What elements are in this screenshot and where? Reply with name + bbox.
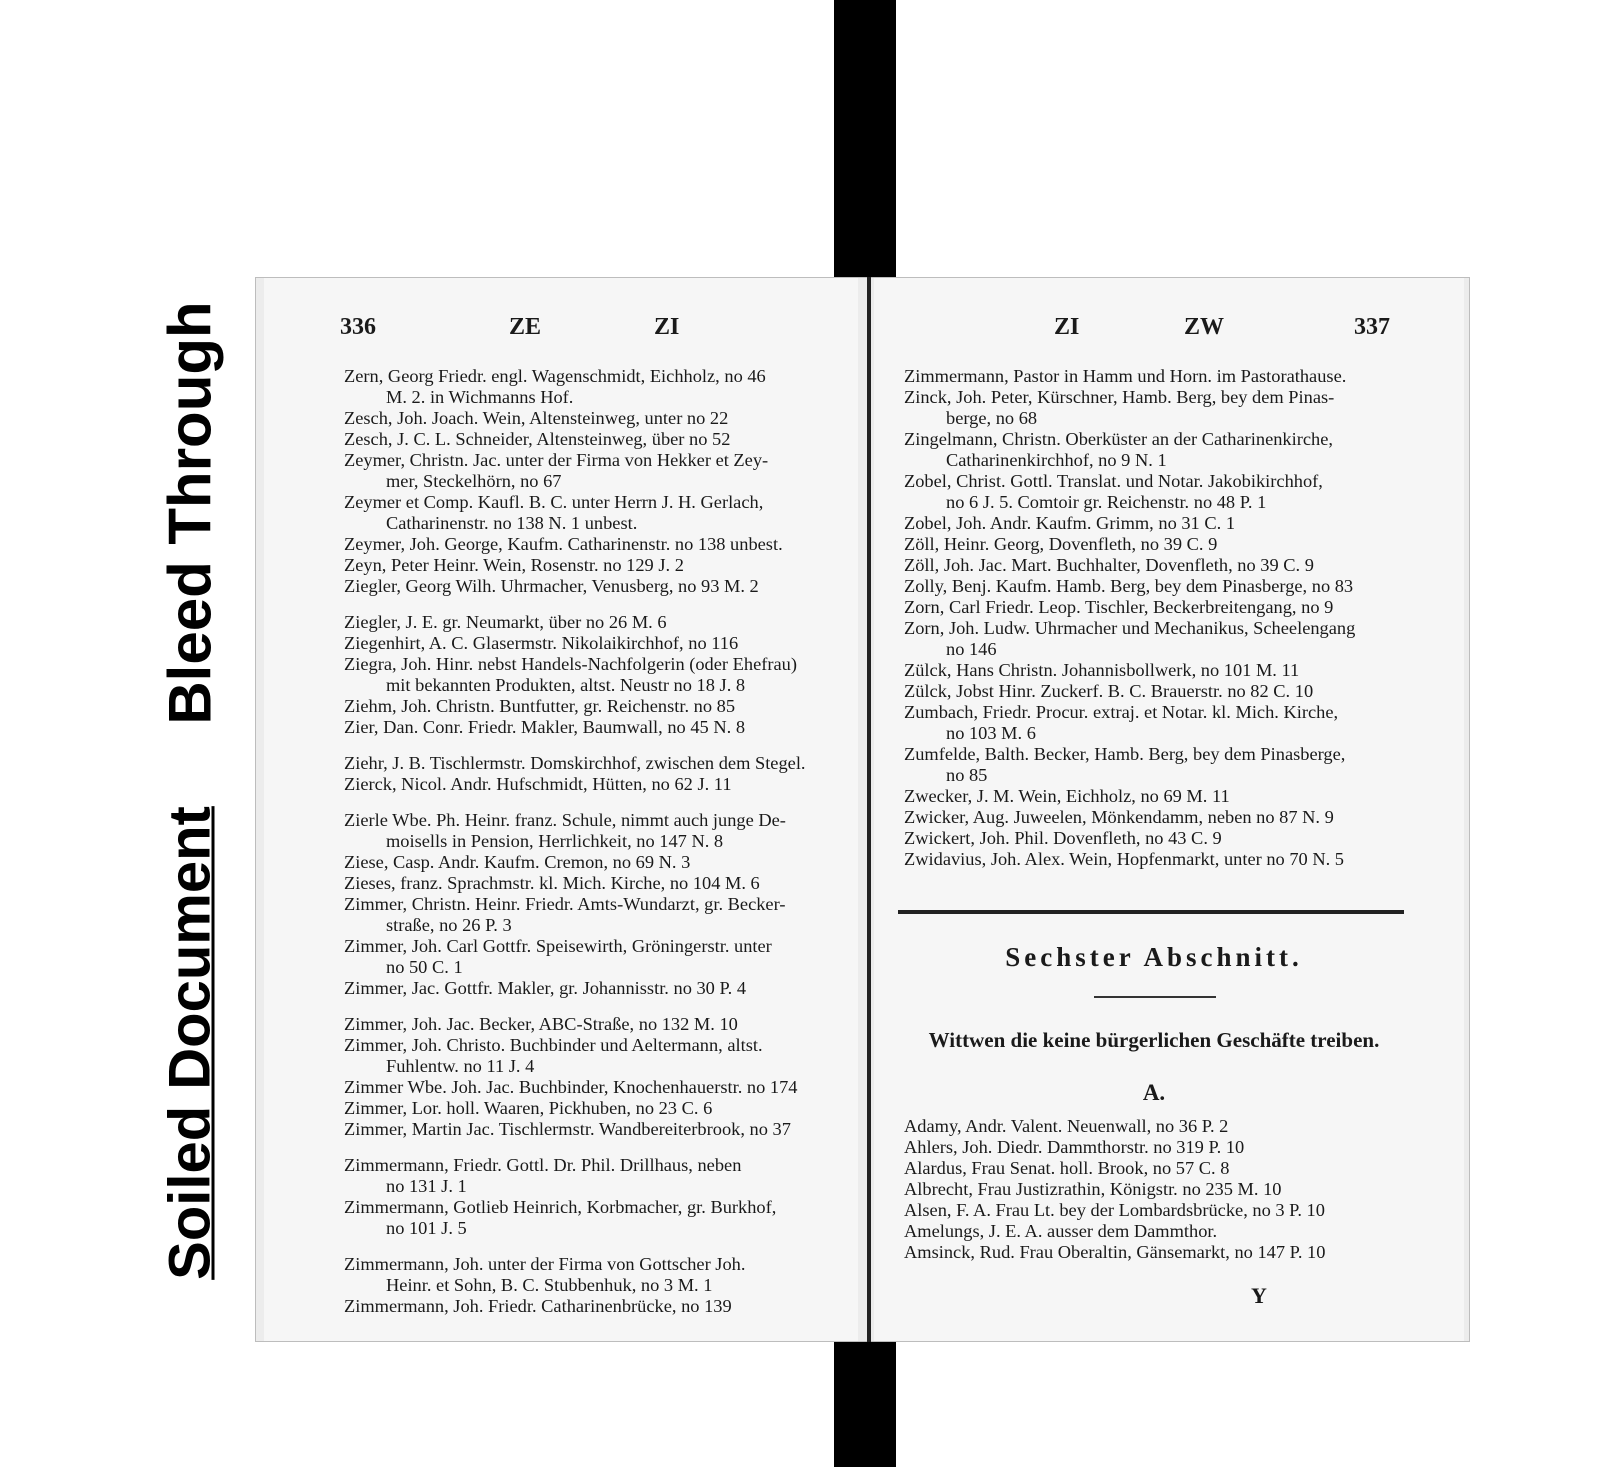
directory-entry <box>344 1035 824 1077</box>
widow-entry: Amelungs, J. E. A. ausser dem Dammthor. <box>904 1221 1218 1241</box>
entry-line: Zobel, Christ. Gottl. Translat. und Notar. Jakobikirchhof, <box>904 471 1323 491</box>
page-number: 337 <box>1354 314 1390 340</box>
header-left-key: ZI <box>1054 314 1080 340</box>
directory-entry <box>344 612 824 633</box>
entry-line: Zimmer, Joh. Christo. Buchbinder und Aeltermann, altst. <box>344 1035 763 1055</box>
directory-entry <box>344 450 824 492</box>
entry-line: Zimmermann, Pastor in Hamm und Horn. im Pastorathause. <box>904 366 1347 386</box>
header-right-key: ZW <box>1184 314 1225 340</box>
entry-line: Zeymer et Comp. Kaufl. B. C. unter Herrn J. H. Gerlach, <box>344 492 764 512</box>
left-page-header <box>264 314 858 354</box>
directory-entry <box>344 1014 824 1035</box>
entry-continuation: no 103 M. 6 <box>946 723 1036 743</box>
directory-entry <box>344 894 824 936</box>
right-page-header <box>874 314 1464 354</box>
entry-line: Zimmer, Jac. Gottfr. Makler, gr. Johannisstr. no 30 P. 4 <box>344 978 747 998</box>
entry-line: Zorn, Carl Friedr. Leop. Tischler, Beckerbreitengang, no 9 <box>904 597 1334 617</box>
entry-continuation: no 85 <box>946 765 988 785</box>
entry-line: Zierle Wbe. Ph. Heinr. franz. Schule, nimmt auch junge De- <box>344 810 786 830</box>
directory-entry <box>904 555 1414 576</box>
bleed-through-label <box>124 270 256 756</box>
entry-line: Zimmermann, Friedr. Gottl. Dr. Phil. Drillhaus, neben <box>344 1155 742 1175</box>
entry-line: Ziese, Casp. Andr. Kaufm. Cremon, no 69 N. 3 <box>344 852 691 872</box>
entry-line: Zier, Dan. Conr. Friedr. Makler, Baumwall, no 45 N. 8 <box>344 717 746 737</box>
entry-line: Ziegenhirt, A. C. Glasermstr. Nikolaikirchhof, no 116 <box>344 633 739 653</box>
entry-line: Zöll, Heinr. Georg, Dovenfleth, no 39 C. 9 <box>904 534 1218 554</box>
page-number: 336 <box>340 314 376 340</box>
entry-continuation: no 101 J. 5 <box>386 1218 467 1238</box>
entry-continuation: mer, Steckelhörn, no 67 <box>386 471 562 491</box>
directory-entry <box>344 366 824 408</box>
directory-entry <box>904 660 1414 681</box>
directory-entries-left <box>344 366 824 1317</box>
entry-continuation: M. 2. in Wichmanns Hof. <box>386 387 574 407</box>
entry-continuation: Catharinenstr. no 138 N. 1 unbest. <box>386 513 638 533</box>
directory-entries-right <box>904 366 1414 870</box>
entry-line: Zimmer, Martin Jac. Tischlermstr. Wandbereiterbrook, no 37 <box>344 1119 791 1139</box>
directory-entry <box>344 810 824 852</box>
entry-line: Zülck, Hans Christn. Johannisbollwerk, no 101 M. 11 <box>904 660 1300 680</box>
right-page <box>874 278 1464 1341</box>
entry-line: Zumbach, Friedr. Procur. extraj. et Notar. kl. Mich. Kirche, <box>904 702 1339 722</box>
entry-continuation: Catharinenkirchhof, no 9 N. 1 <box>946 450 1167 470</box>
directory-entry <box>344 696 824 717</box>
section-title: Sechster Abschnitt. <box>1005 942 1303 972</box>
entry-continuation: mit bekannten Produkten, altst. Neustr no 18 J. 8 <box>386 675 746 695</box>
entry-line: Zimmer, Lor. holl. Waaren, Pickhuben, no 23 C. 6 <box>344 1098 713 1118</box>
directory-entry <box>344 978 824 999</box>
entry-line: Zeyn, Peter Heinr. Wein, Rosenstr. no 129 J. 2 <box>344 555 684 575</box>
directory-entry <box>344 1155 824 1197</box>
directory-entry <box>344 429 824 450</box>
directory-entry <box>904 702 1414 744</box>
entry-line: Zimmer, Joh. Jac. Becker, ABC-Straße, no 132 M. 10 <box>344 1014 738 1034</box>
directory-entry <box>904 828 1414 849</box>
entry-line: Zinck, Joh. Peter, Kürschner, Hamb. Berg, bey dem Pinas- <box>904 387 1335 407</box>
entry-line: Zesch, Joh. Joach. Wein, Altensteinweg, unter no 22 <box>344 408 729 428</box>
entry-line: Zorn, Joh. Ludw. Uhrmacher und Mechanikus, Scheelengang <box>904 618 1356 638</box>
directory-entry <box>344 1296 824 1317</box>
directory-entry <box>344 492 824 534</box>
binder-clip-bottom <box>834 1342 896 1467</box>
widow-entry: Alardus, Frau Senat. holl. Brook, no 57 C. 8 <box>904 1158 1230 1178</box>
directory-entry <box>344 852 824 873</box>
directory-entry <box>904 534 1414 555</box>
entry-line: Zwidavius, Joh. Alex. Wein, Hopfenmarkt, unter no 70 N. 5 <box>904 849 1344 869</box>
widow-entry: Amsinck, Rud. Frau Oberaltin, Gänsemarkt, no 147 P. 10 <box>904 1242 1326 1262</box>
directory-entry <box>344 717 824 738</box>
entry-line: Zwicker, Aug. Juweelen, Mönkendamm, neben no 87 N. 9 <box>904 807 1334 827</box>
entry-line: Zülck, Jobst Hinr. Zuckerf. B. C. Brauerstr. no 82 C. 10 <box>904 681 1314 701</box>
widow-entries <box>904 1116 1414 1263</box>
directory-entry <box>344 1197 824 1239</box>
entry-line: Zeymer, Christn. Jac. unter der Firma von Hekker et Zey- <box>344 450 769 470</box>
entry-line: Zobel, Joh. Andr. Kaufm. Grimm, no 31 C. 1 <box>904 513 1236 533</box>
entry-line: Ziehm, Joh. Christn. Buntfutter, gr. Reichenstr. no 85 <box>344 696 736 716</box>
entry-line: Zwickert, Joh. Phil. Dovenfleth, no 43 C. 9 <box>904 828 1222 848</box>
directory-entry <box>904 387 1414 429</box>
entry-line: Zierck, Nicol. Andr. Hufschmidt, Hütten, no 62 J. 11 <box>344 774 732 794</box>
widow-entry: Ahlers, Joh. Diedr. Dammthorstr. no 319 P. 10 <box>904 1137 1245 1157</box>
entry-line: Zern, Georg Friedr. engl. Wagenschmidt, Eichholz, no 46 <box>344 366 766 386</box>
directory-entry <box>904 681 1414 702</box>
entry-line: Zimmermann, Gotlieb Heinrich, Korbmacher, gr. Burkhof, <box>344 1197 777 1217</box>
entry-line: Zimmermann, Joh. Friedr. Catharinenbrücke, no 139 <box>344 1296 732 1316</box>
binder-clip-top <box>834 0 896 277</box>
directory-entry <box>904 849 1414 870</box>
soiled-document-label <box>124 776 256 1310</box>
entry-line: Ziegler, Georg Wilh. Uhrmacher, Venusberg, no 93 M. 2 <box>344 576 759 596</box>
entry-continuation: moisells in Pension, Herrlichkeit, no 147 N. 8 <box>386 831 724 851</box>
entry-continuation: no 131 J. 1 <box>386 1176 467 1196</box>
entry-line: Zeymer, Joh. George, Kaufm. Catharinenstr. no 138 unbest. <box>344 534 783 554</box>
open-book <box>255 277 1470 1342</box>
signature-mark: Y <box>1251 1283 1267 1308</box>
directory-entry <box>904 618 1414 660</box>
entry-line: Ziegra, Joh. Hinr. nebst Handels-Nachfolgerin (oder Ehefrau) <box>344 654 797 674</box>
bleed-through-text: Bleed Through <box>156 301 224 725</box>
section-letter: A. <box>1142 1080 1166 1105</box>
directory-entry <box>344 654 824 696</box>
entry-line: Zimmer, Christn. Heinr. Friedr. Amts-Wundarzt, gr. Becker- <box>344 894 786 914</box>
header-left-key: ZE <box>509 314 542 340</box>
directory-entry <box>344 1098 824 1119</box>
widow-entry: Adamy, Andr. Valent. Neuenwall, no 36 P. 2 <box>904 1116 1229 1136</box>
directory-entry <box>344 753 824 774</box>
directory-entry <box>344 534 824 555</box>
directory-entry <box>904 513 1414 534</box>
entry-continuation: Heinr. et Sohn, B. C. Stubbenhuk, no 3 M. 1 <box>386 1275 713 1295</box>
widow-entry: Albrecht, Frau Justizrathin, Königstr. no 235 M. 10 <box>904 1179 1282 1199</box>
directory-entry <box>344 1254 824 1296</box>
section-subtitle: Wittwen die keine bürgerlichen Geschäfte treiben. <box>928 1028 1380 1052</box>
entry-line: Ziehr, J. B. Tischlermstr. Domskirchhof, zwischen dem Stegel. <box>344 753 806 773</box>
entry-continuation: Fuhlentw. no 11 J. 4 <box>386 1056 535 1076</box>
entry-line: Zolly, Benj. Kaufm. Hamb. Berg, bey dem Pinasberge, no 83 <box>904 576 1354 596</box>
entry-line: Zöll, Joh. Jac. Mart. Buchhalter, Dovenfleth, no 39 C. 9 <box>904 555 1314 575</box>
directory-entry <box>344 633 824 654</box>
entry-line: Zwecker, J. M. Wein, Eichholz, no 69 M. 11 <box>904 786 1230 806</box>
entry-line: Ziegler, J. E. gr. Neumarkt, über no 26 M. 6 <box>344 612 667 632</box>
directory-entry <box>344 1077 824 1098</box>
widow-entry: Alsen, F. A. Frau Lt. bey der Lombardsbrücke, no 3 P. 10 <box>904 1200 1325 1220</box>
entry-line: Zumfelde, Balth. Becker, Hamb. Berg, bey dem Pinasberge, <box>904 744 1346 764</box>
entry-line: Zimmer Wbe. Joh. Jac. Buchbinder, Knochenhauerstr. no 174 <box>344 1077 798 1097</box>
directory-entry <box>344 555 824 576</box>
header-right-key: ZI <box>654 314 680 340</box>
entry-line: Zimmermann, Joh. unter der Firma von Gottscher Joh. <box>344 1254 746 1274</box>
directory-entry <box>904 786 1414 807</box>
entry-continuation: straße, no 26 P. 3 <box>386 915 512 935</box>
directory-entry <box>344 1119 824 1140</box>
entry-line: Zieses, franz. Sprachmstr. kl. Mich. Kirche, no 104 M. 6 <box>344 873 760 893</box>
directory-entry <box>344 576 824 597</box>
entry-line: Zingelmann, Christn. Oberküster an der Catharinenkirche, <box>904 429 1333 449</box>
section-divider <box>898 910 1404 914</box>
directory-entry <box>904 744 1414 786</box>
directory-entry <box>344 774 824 795</box>
directory-entry <box>904 471 1414 513</box>
left-page <box>264 278 858 1341</box>
entry-continuation: no 50 C. 1 <box>386 957 463 977</box>
entry-continuation: no 6 J. 5. Comtoir gr. Reichenstr. no 48 P. 1 <box>946 492 1267 512</box>
entry-line: Zimmer, Joh. Carl Gottfr. Speisewirth, Gröningerstr. unter <box>344 936 772 956</box>
title-underline <box>1094 996 1216 998</box>
entry-continuation: no 146 <box>946 639 997 659</box>
directory-entry <box>344 408 824 429</box>
soiled-document-text: Soiled Document <box>157 806 223 1280</box>
directory-entry <box>904 597 1414 618</box>
directory-entry <box>344 873 824 894</box>
entry-line: Zesch, J. C. L. Schneider, Altensteinweg, über no 52 <box>344 429 731 449</box>
entry-continuation: berge, no 68 <box>946 408 1038 428</box>
directory-entry <box>904 807 1414 828</box>
directory-entry <box>904 576 1414 597</box>
directory-entry <box>904 429 1414 471</box>
book-spine <box>867 277 871 1342</box>
directory-entry <box>904 366 1414 387</box>
directory-entry <box>344 936 824 978</box>
